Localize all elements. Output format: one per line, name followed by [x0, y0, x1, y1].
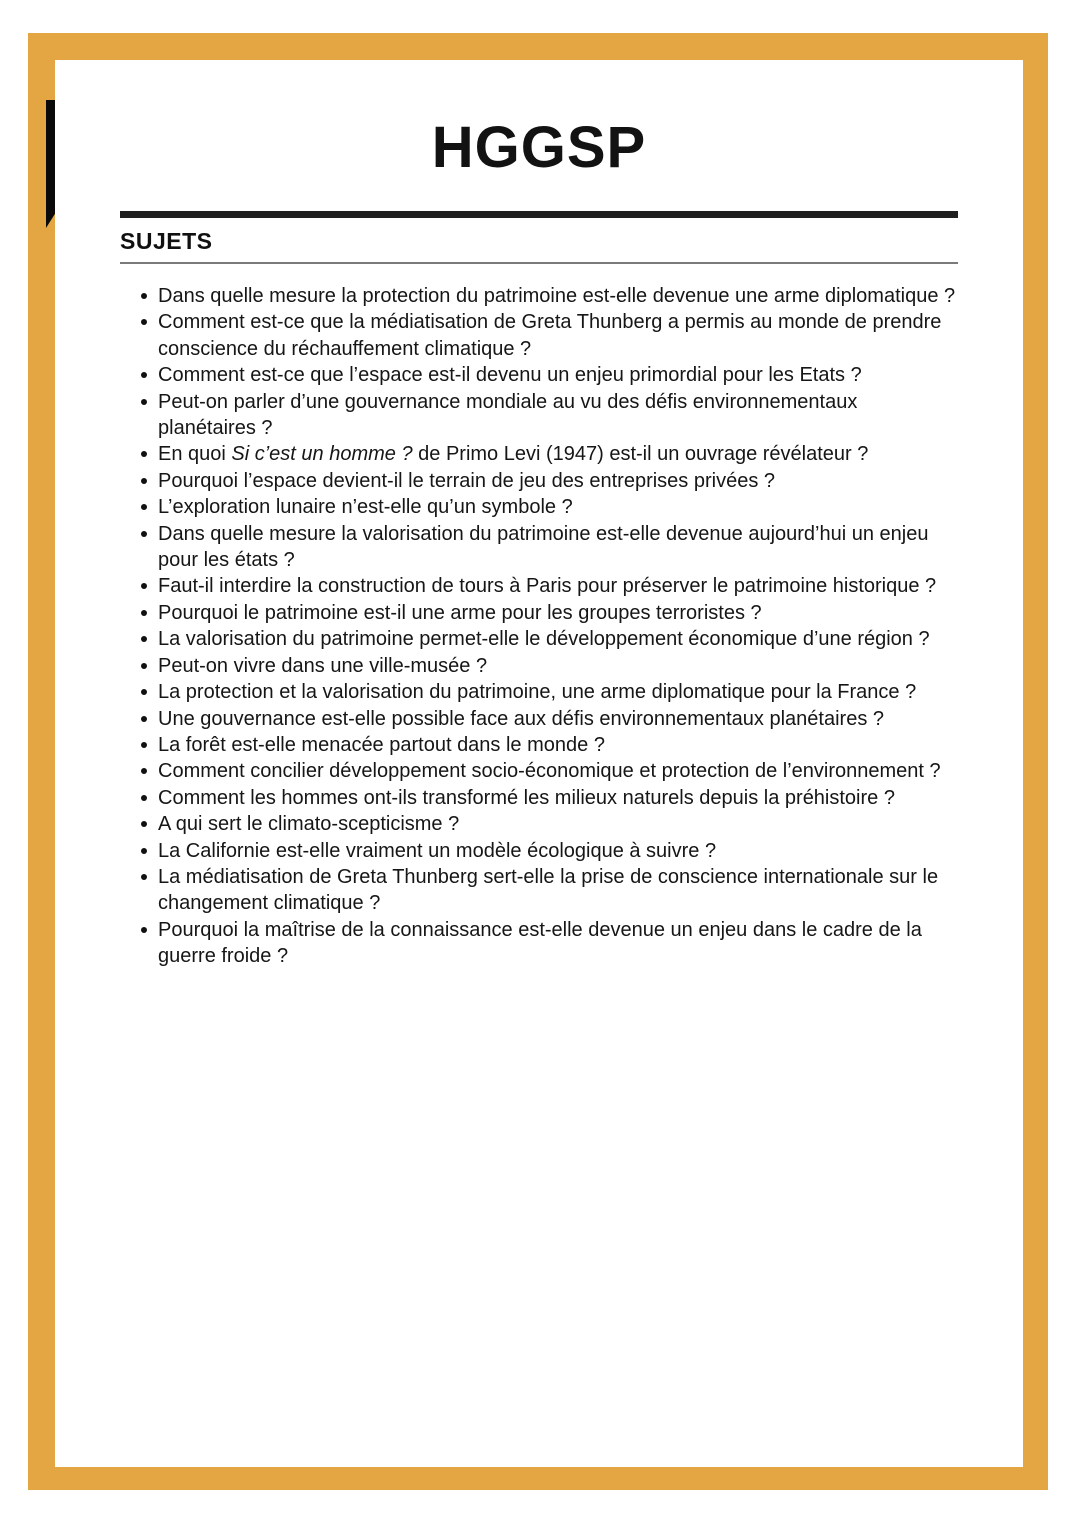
subject-item [120, 785, 958, 811]
bullet-icon [141, 742, 147, 748]
subject-text: Comment les hommes ont-ils transformé les milieux naturels depuis la préhistoire ? [158, 786, 895, 809]
bullet-icon [141, 478, 147, 484]
bullet-icon [141, 583, 147, 589]
subject-item [120, 626, 958, 652]
document-frame [28, 33, 1048, 1490]
subject-text: A qui sert le climato-scepticisme ? [158, 813, 460, 836]
subject-item [120, 653, 958, 679]
subject-item [120, 600, 958, 626]
subject-text: Comment concilier développement socio-économique et protection de l’environnement ? [158, 760, 941, 783]
bullet-icon [141, 293, 147, 299]
bullet-icon [141, 319, 147, 325]
bullet-icon [141, 504, 147, 510]
bullet-icon [141, 795, 147, 801]
title-divider [120, 211, 958, 218]
subject-text: Faut-il interdire la construction de tours à Paris pour préserver le patrimoine historique ? [158, 575, 937, 598]
bullet-icon [141, 372, 147, 378]
bullet-icon [141, 451, 147, 457]
bullet-icon [141, 716, 147, 722]
subject-text: La protection et la valorisation du patrimoine, une arme diplomatique pour la France ? [158, 681, 917, 704]
bullet-icon [141, 663, 147, 669]
subject-item [120, 309, 958, 362]
bullet-icon [141, 874, 147, 880]
subject-text: L’exploration lunaire n’est-elle qu’un symbole ? [158, 496, 573, 519]
subject-text: Une gouvernance est-elle possible face aux défis environnementaux planétaires ? [158, 707, 885, 730]
subject-item [120, 758, 958, 784]
bullet-icon [141, 768, 147, 774]
subject-text: Pourquoi la maîtrise de la connaissance est-elle devenue un enjeu dans le cadre de la guerre froide ? [158, 918, 922, 968]
subject-item [120, 811, 958, 837]
subject-text: La valorisation du patrimoine permet-elle le développement économique d’une région ? [158, 628, 930, 651]
subject-item [120, 389, 958, 442]
document-page [55, 60, 1023, 1467]
subject-item [120, 917, 958, 970]
subject-item [120, 441, 958, 467]
subject-item [120, 362, 958, 388]
subject-text: La forêt est-elle menacée partout dans le monde ? [158, 733, 605, 756]
subject-item [120, 494, 958, 520]
bullet-icon [141, 399, 147, 405]
subject-item [120, 283, 958, 309]
bullet-icon [141, 848, 147, 854]
subject-text: La Californie est-elle vraiment un modèle écologique à suivre ? [158, 839, 717, 862]
subject-item [120, 468, 958, 494]
subject-item [120, 732, 958, 758]
section-divider [120, 262, 958, 264]
bullet-icon [141, 821, 147, 827]
subject-text: Dans quelle mesure la protection du patrimoine est-elle devenue une arme diplomatique ? [158, 285, 956, 307]
subject-item [120, 706, 958, 732]
subject-text: Comment est-ce que la médiatisation de Greta Thunberg a permis au monde de prendre conscience du réchauffement climatique ? [158, 311, 942, 360]
bullet-icon [141, 531, 147, 537]
subject-text: Comment est-ce que l’espace est-il devenu un enjeu primordial pour les Etats ? [158, 364, 862, 387]
subject-text: Peut-on vivre dans une ville-musée ? [158, 654, 488, 677]
page-title: HGGSP [431, 115, 647, 180]
subject-text: Peut-on parler d’une gouvernance mondiale au vu des défis environnementaux planétaires ? [158, 390, 858, 440]
subject-item [120, 838, 958, 864]
bullet-icon [141, 636, 147, 642]
bullet-icon [141, 927, 147, 933]
section-heading: SUJETS [120, 228, 213, 254]
bullet-icon [141, 610, 147, 616]
subject-text: En quoi Si c’est un homme ? de Primo Levi (1947) est-il un ouvrage révélateur ? [158, 443, 869, 466]
subject-item [120, 521, 958, 574]
subject-item [120, 679, 958, 705]
subject-text: Dans quelle mesure la valorisation du patrimoine est-elle devenue aujourd’hui un enjeu pour les états ? [158, 522, 929, 572]
bullet-icon [141, 689, 147, 695]
subject-text: Pourquoi l’espace devient-il le terrain de jeu des entreprises privées ? [158, 469, 776, 492]
subject-text: La médiatisation de Greta Thunberg sert-elle la prise de conscience internationale sur le changement climatique ? [158, 865, 939, 915]
subject-item [120, 573, 958, 599]
subjects-list [120, 283, 958, 970]
subject-text: Pourquoi le patrimoine est-il une arme pour les groupes terroristes ? [158, 601, 762, 624]
subject-item [120, 864, 958, 917]
